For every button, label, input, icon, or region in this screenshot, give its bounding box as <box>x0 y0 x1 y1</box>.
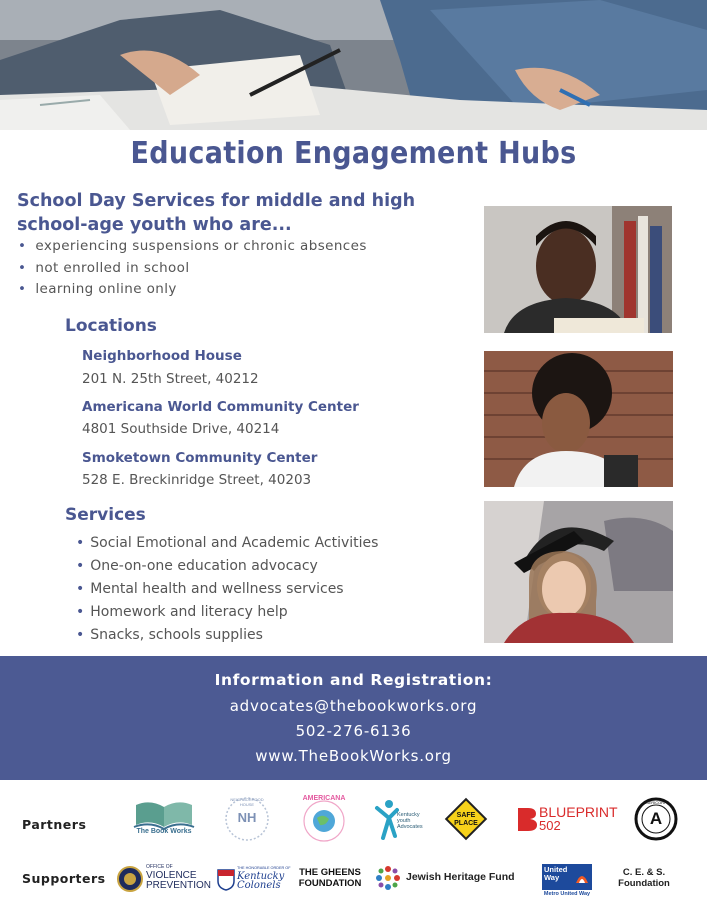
ces-line2: Foundation <box>618 878 670 889</box>
uw-sub-text: Metro United Way <box>543 891 591 897</box>
location-name: Neighborhood House <box>82 348 242 364</box>
phone-number[interactable]: 502-276-6136 <box>295 722 412 740</box>
services-list <box>76 535 378 650</box>
violence-prevention-logo <box>117 864 212 894</box>
email-link[interactable]: advocates@thebookworks.org <box>229 697 478 715</box>
location-address: 528 E. Breckinridge Street, 40203 <box>82 472 312 488</box>
location-name: Americana World Community Center <box>82 399 359 415</box>
supporters-label: Supporters <box>22 871 106 886</box>
list-item: • One-on-one education advocacy <box>76 558 378 581</box>
student-photo-3 <box>484 501 673 643</box>
jewish-heritage-fund-logo <box>375 864 517 892</box>
americorps-ring-text: AMERICORPS <box>642 800 670 805</box>
ces-line1: C. E. & S. <box>622 867 666 878</box>
americorps-logo <box>634 797 678 841</box>
list-item: • Homework and literacy help <box>76 604 378 627</box>
ovp-line1: VIOLENCE <box>146 870 197 881</box>
kya-logo-text: Kentucky youth Advocates <box>397 812 423 830</box>
list-item: • learning online only <box>18 281 367 303</box>
info-heading: Information and Registration: <box>214 671 493 689</box>
partners-label: Partners <box>22 817 87 832</box>
kc-small-text: THE HONORABLE ORDER OF <box>237 866 291 870</box>
safe-place-text: SAFE PLACE <box>454 812 478 827</box>
list-item: • not enrolled in school <box>18 260 367 282</box>
kc-name-text: Kentucky Colonels <box>237 871 285 891</box>
student-photo-2 <box>484 351 673 487</box>
ovp-small-text: OFFICE OF <box>146 864 173 870</box>
blueprint-number: 502 <box>539 818 561 833</box>
ces-foundation-logo <box>612 867 676 893</box>
list-item: • Social Emotional and Academic Activities <box>76 535 378 558</box>
bookworks-logo-text: The Book Works <box>136 828 192 835</box>
kentucky-colonels-logo <box>217 864 291 894</box>
neighborhood-house-logo <box>223 795 271 843</box>
kentucky-youth-advocates-logo <box>373 798 429 840</box>
blueprint-text: BLUEPRINT <box>539 804 618 820</box>
safe-place-logo <box>444 797 488 841</box>
list-item: • experiencing suspensions or chronic absences <box>18 238 367 260</box>
hero-photo <box>0 0 707 130</box>
location-address: 4801 Southside Drive, 40214 <box>82 421 280 437</box>
united-way-box <box>542 864 592 890</box>
americorps-letter: A <box>649 809 663 828</box>
lead-heading: School Day Services for middle and high school-age youth who are... <box>17 191 416 235</box>
blueprint-502-logo <box>516 804 618 834</box>
location-name: Smoketown Community Center <box>82 450 318 466</box>
gheens-line1: THE GHEENS <box>299 867 361 878</box>
nh-initials: NH <box>237 810 257 825</box>
list-item: • Mental health and wellness services <box>76 581 378 604</box>
bookworks-logo <box>130 797 198 839</box>
eligibility-list <box>18 238 367 303</box>
student-photo-1 <box>484 206 672 333</box>
services-heading: Services <box>65 505 146 525</box>
page-title: Education Engagement Hubs <box>130 136 577 171</box>
gheens-line2: FOUNDATION <box>298 878 362 889</box>
ovp-line2: PREVENTION <box>146 880 212 891</box>
locations-heading: Locations <box>65 316 157 336</box>
info-banner <box>0 656 707 780</box>
gheens-foundation-logo <box>297 867 363 893</box>
jhf-text: Jewish Heritage Fund <box>406 871 515 883</box>
americana-logo <box>296 794 352 844</box>
website-link[interactable]: www.TheBookWorks.org <box>255 747 452 765</box>
list-item: • Snacks, schools supplies <box>76 627 378 650</box>
americana-logo-text: AMERICANA <box>302 795 346 802</box>
location-address: 201 N. 25th Street, 40212 <box>82 371 259 387</box>
united-way-logo <box>539 864 595 900</box>
nh-ring-text: NEIGHBORHOOD HOUSE <box>230 797 264 807</box>
uw-box-text: United Way <box>544 865 568 882</box>
